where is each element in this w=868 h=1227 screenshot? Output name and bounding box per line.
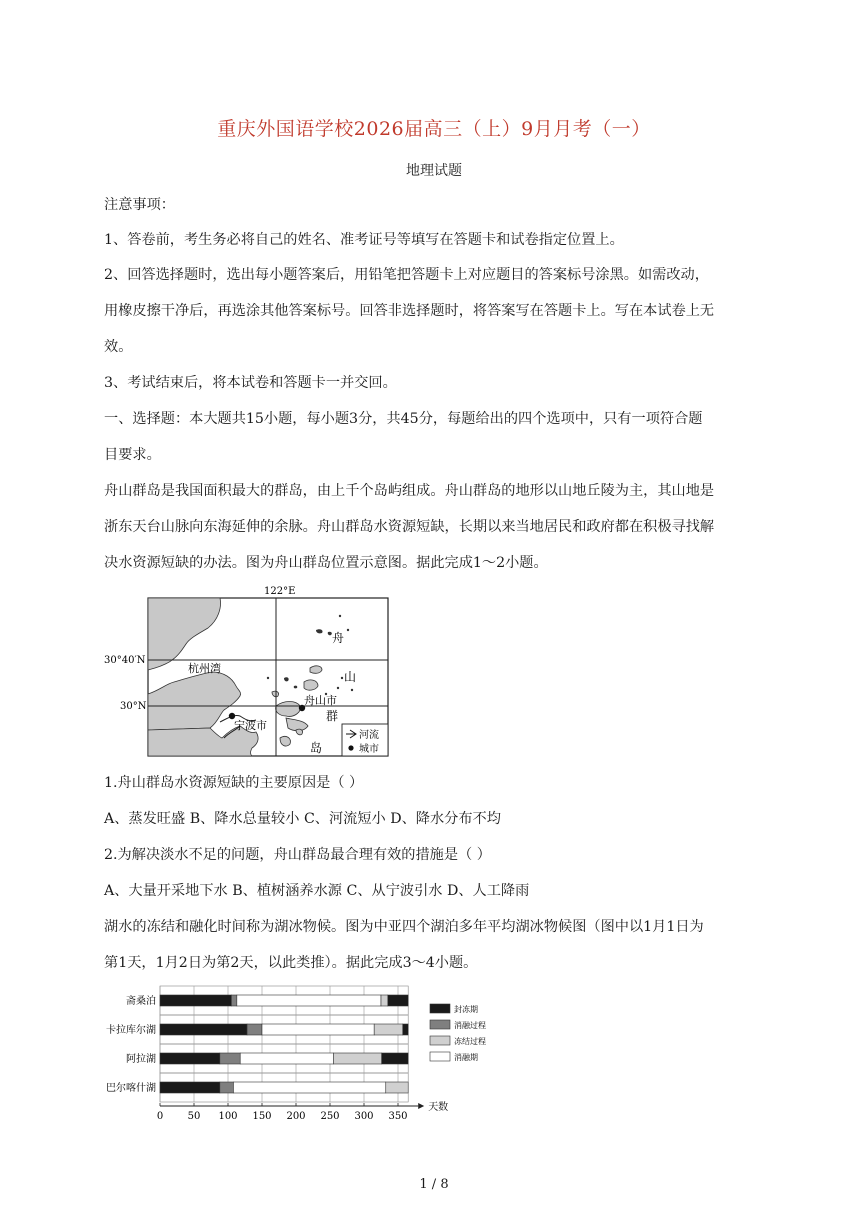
passage1-line-1: 舟山群岛是我国面积最大的群岛，由上千个岛屿组成。舟山群岛的地形以山地丘陵为主，其山地是 — [104, 483, 715, 499]
notes-item-3: 3、考试结束后，将本试卷和答题卡一并交回。 — [104, 375, 397, 391]
bar-segment — [233, 1082, 385, 1093]
island — [267, 677, 269, 679]
bar-segment — [237, 995, 381, 1006]
archipelago-char: 山 — [344, 670, 357, 684]
notes-item-2-line-1: 2、回答选择题时，选出每小题答案后，用铅笔把答题卡上对应题目的答案标号涂黑。如需改动， — [104, 267, 709, 283]
legend-city-label: 城市 — [359, 744, 379, 755]
passage2-line-1: 湖水的冻结和融化时间称为湖冰物候。图为中亚四个湖泊多年平均湖冰物候图（图中以1月1日为 — [104, 919, 704, 935]
lat-label-30: 30°N — [120, 701, 147, 712]
legend-label: 消融过程 — [454, 1021, 486, 1030]
q2-options: A、大量开采地下水 B、植树涵养水源 C、从宁波引水 D、人工降雨 — [104, 883, 530, 899]
bar-segment — [220, 1082, 234, 1093]
bar-segment — [231, 995, 236, 1006]
category-label: 斋桑泊 — [126, 996, 156, 1007]
archipelago-char: 群 — [326, 709, 339, 723]
notes-item-1: 1、答卷前，考生务必将自己的姓名、准考证号等填写在答题卡和试卷指定位置上。 — [104, 232, 624, 248]
island — [351, 689, 353, 691]
bar-segment — [381, 995, 388, 1006]
q1-options: A、蒸发旺盛 B、降水总量较小 C、河流短小 D、降水分布不均 — [104, 811, 501, 827]
x-tick-label: 250 — [320, 1111, 340, 1122]
bar-segment — [220, 1053, 240, 1064]
bar-segment — [374, 1024, 403, 1035]
exam-title: 重庆外国语学校2026届高三（上）9月月考（一） — [217, 118, 651, 140]
legend-label: 消融期 — [454, 1053, 478, 1062]
legend-swatch — [430, 1020, 450, 1029]
category-label: 巴尔喀什湖 — [106, 1083, 156, 1094]
island — [339, 615, 341, 617]
bar-segment — [160, 1024, 247, 1035]
subject-title: 地理试题 — [406, 163, 462, 179]
notes-item-2-line-2: 用橡皮擦干净后，再选涂其他答案标号。回答非选择题时，将答案写在答题卡上。写在本试卷上无 — [104, 303, 715, 319]
archipelago-char: 岛 — [310, 741, 323, 755]
q2-stem: 2.为解决淡水不足的问题，舟山群岛最合理有效的措施是（ ） — [104, 847, 491, 863]
island — [310, 666, 322, 673]
legend-swatch — [430, 1004, 450, 1013]
bar-segment — [160, 995, 231, 1006]
legend-swatch — [430, 1052, 450, 1061]
x-tick-label: 350 — [388, 1111, 408, 1122]
bar-segment — [386, 1082, 408, 1093]
island — [337, 687, 339, 689]
category-label: 卡拉库尔湖 — [106, 1025, 156, 1036]
bar-segment — [262, 1024, 374, 1035]
legend-label: 冻结过程 — [454, 1037, 486, 1046]
island — [294, 686, 298, 689]
bar-segment — [333, 1053, 381, 1064]
island — [304, 680, 318, 690]
passage2-line-2: 第1天，1月2日为第2天，以此类推）。据此完成3～4小题。 — [104, 955, 478, 971]
category-label: 阿拉湖 — [126, 1054, 156, 1065]
page-number: 1 / 8 — [419, 1177, 449, 1192]
ningbo-label: 宁波市 — [234, 719, 267, 732]
legend-city-icon — [348, 745, 353, 750]
bar-segment — [388, 995, 408, 1006]
bar-segment — [403, 1024, 408, 1035]
bar-segment — [160, 1082, 220, 1093]
x-tick-label: 50 — [187, 1111, 201, 1122]
island — [341, 677, 343, 679]
legend-label: 封冻期 — [454, 1005, 478, 1014]
bar-segment — [247, 1024, 262, 1035]
section-intro-line-2: 目要求。 — [104, 447, 161, 463]
notes-heading: 注意事项： — [104, 197, 175, 213]
notes-item-2-line-3: 效。 — [104, 339, 133, 355]
legend-swatch — [430, 1036, 450, 1045]
island — [347, 629, 349, 631]
legend-river-label: 河流 — [359, 730, 379, 741]
x-axis-unit: 天数 — [428, 1102, 449, 1113]
lat-label-30-40: 30°40′N — [104, 655, 146, 666]
island — [276, 702, 301, 717]
passage1-line-2: 浙东天台山脉向东海延伸的余脉。舟山群岛水资源短缺，长期以来当地居民和政府都在积极寻找解 — [104, 519, 715, 535]
x-tick-label: 0 — [156, 1111, 164, 1122]
bar-segment — [240, 1053, 333, 1064]
q1-stem: 1.舟山群岛水资源短缺的主要原因是（ ） — [104, 775, 364, 791]
lake-ice-phenology-chart — [100, 980, 500, 1122]
x-tick-label: 200 — [286, 1111, 306, 1122]
bar-segment — [160, 1053, 220, 1064]
x-tick-label: 300 — [354, 1111, 374, 1122]
archipelago-char: 舟 — [332, 631, 345, 645]
passage1-line-3: 决水资源短缺的办法。图为舟山群岛位置示意图。据此完成1～2小题。 — [104, 555, 548, 571]
x-tick-label: 150 — [252, 1111, 272, 1122]
x-axis-arrow — [418, 1103, 424, 1109]
bay-label: 杭州湾 — [188, 662, 221, 675]
zhoushan-city-label: 舟山市 — [304, 694, 337, 707]
bar-segment — [382, 1053, 409, 1064]
zhoushan-location-map — [100, 582, 400, 762]
section-intro-line-1: 一、选择题：本大题共15小题，每小题3分，共45分，每题给出的四个选项中，只有一项符合题 — [104, 411, 703, 427]
lon-label: 122°E — [264, 586, 296, 597]
x-tick-label: 100 — [218, 1111, 238, 1122]
